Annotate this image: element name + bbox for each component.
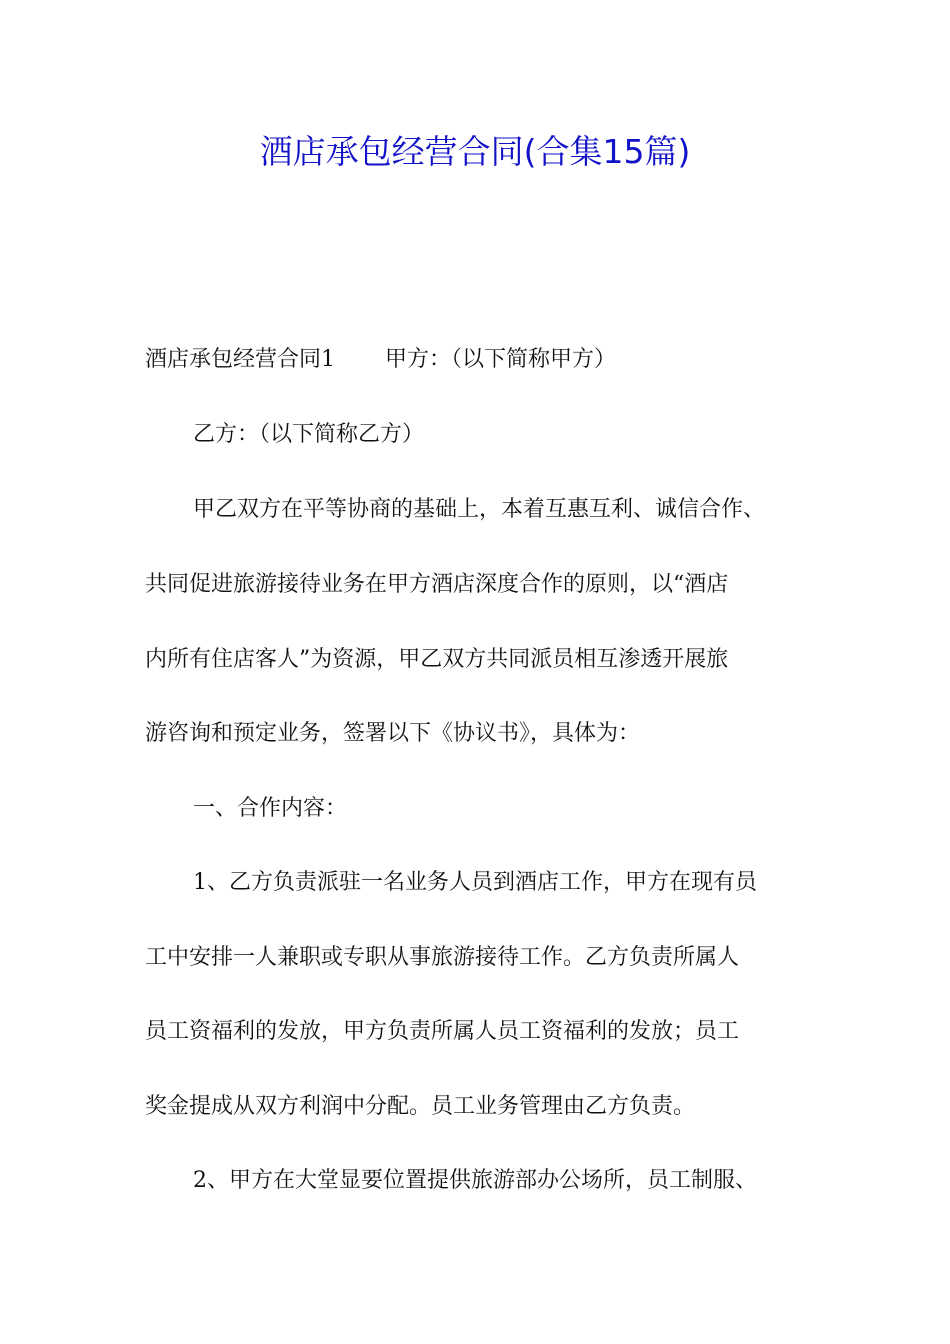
paragraph-line: 2、甲方在大堂显要位置提供旅游部办公场所，员工制服、 [193,1168,757,1193]
paragraph-line: 游咨询和预定业务，签署以下《协议书》，具体为： [145,721,641,746]
paragraph-line: 奖金提成从双方利润中分配。员工业务管理由乙方负责。 [145,1094,696,1119]
document-title: 酒店承包经营合同(合集15篇) [259,132,691,171]
paragraph-line: 员工资福利的发放，甲方负责所属人员工资福利的发放；员工 [145,1019,740,1044]
contract-heading: 酒店承包经营合同1 [145,347,335,372]
paragraph-line: 1、乙方负责派驻一名业务人员到酒店工作，甲方在现有员 [193,870,757,895]
party-a-line: 甲方：（以下简称甲方） [385,347,617,372]
contract-heading-line [145,345,616,375]
paragraph-line: 共同促进旅游接待业务在甲方酒店深度合作的原则，以“酒店 [145,572,729,597]
paragraph-line: 内所有住店客人”为资源，甲乙双方共同派员相互渗透开展旅 [145,647,729,672]
party-b-line: 乙方：（以下简称乙方） [193,422,425,447]
paragraph-line: 甲乙双方在平等协商的基础上，本着互惠互利、诚信合作、 [193,497,766,522]
paragraph-line: 工中安排一人兼职或专职从事旅游接待工作。乙方负责所属人 [145,945,740,970]
section-heading: 一、合作内容： [193,796,348,821]
